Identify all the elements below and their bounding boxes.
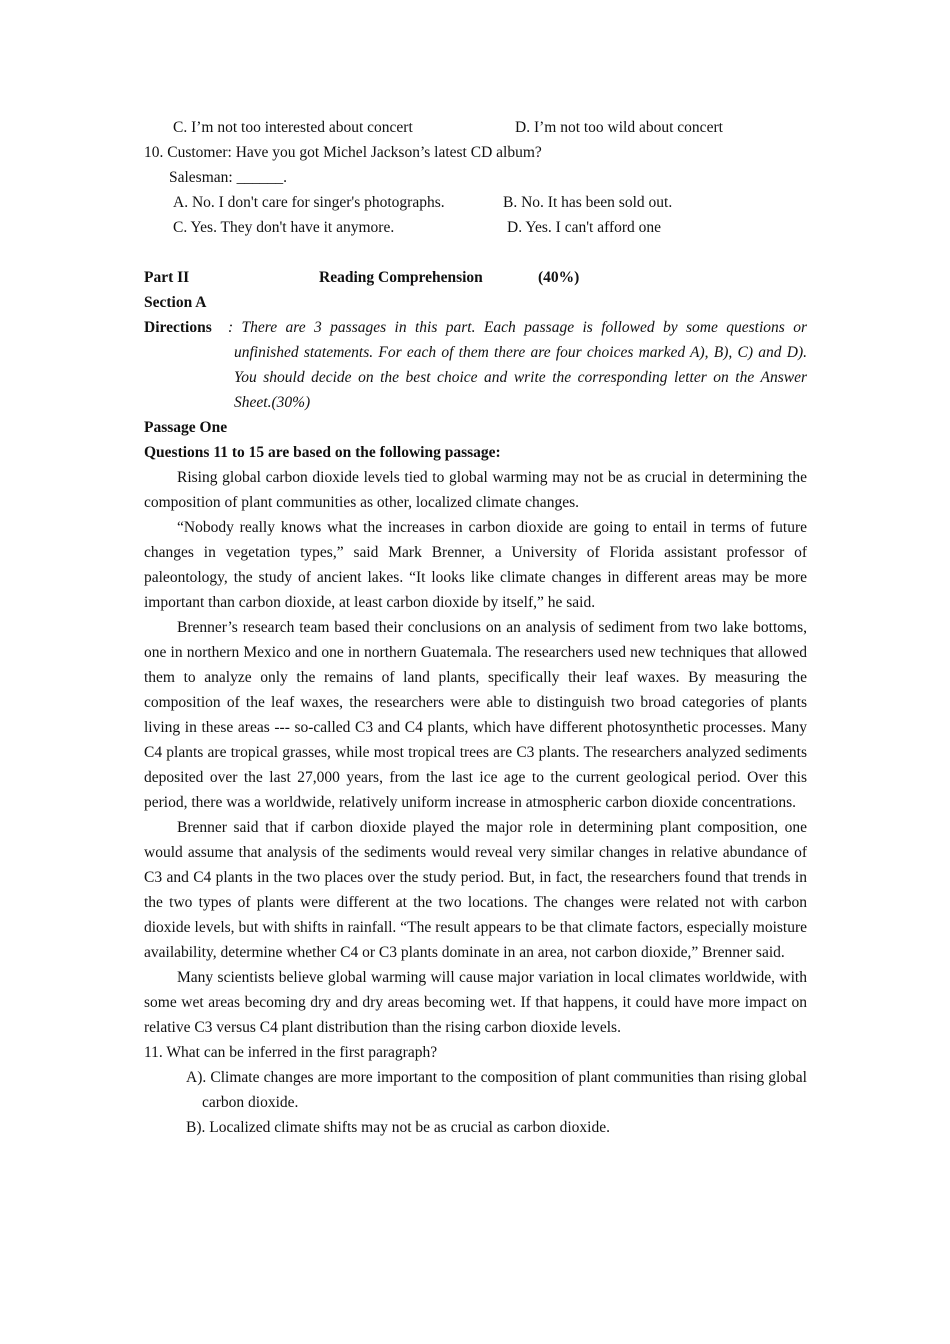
passage-paragraph: Many scientists believe global warming will cause major variation in local climates worldwide, with some wet areas becoming dry and dry areas becoming wet. If that happens, it could have more impact on relative C3 versus C4 plant distribution than the rising carbon dioxide levels.	[144, 969, 807, 1036]
q11-stem: 11. What can be inferred in the first paragraph?	[144, 1044, 438, 1061]
q10-option-b: B. No. It has been sold out.	[503, 194, 673, 211]
section-heading: Section A	[144, 294, 207, 311]
directions	[144, 315, 807, 415]
q11-option-a: A). Climate changes are more important to the composition of plant communities than rising global carbon dioxide.	[186, 1069, 807, 1111]
directions-label: Directions	[144, 319, 212, 336]
part-heading	[144, 265, 807, 290]
q10-option-a: A. No. I don't care for singer's photographs.	[173, 194, 445, 211]
part-weight: (40%)	[538, 269, 580, 286]
passage-intro: Questions 11 to 15 are based on the following passage:	[144, 444, 501, 461]
q10-options-cd	[144, 215, 807, 240]
q10-options-ab	[144, 190, 807, 215]
passage-title: Passage One	[144, 419, 228, 436]
exam-page	[144, 115, 807, 1140]
q9-option-d: D. I’m not too wild about concert	[515, 119, 723, 136]
q9-option-c: C. I’m not too interested about concert	[173, 119, 413, 136]
q10-stem: 10. Customer: Have you got Michel Jackson’s latest CD album?	[144, 144, 542, 161]
q10-option-c: C. Yes. They don't have it anymore.	[173, 219, 395, 236]
passage-paragraph: Brenner’s research team based their conclusions on an analysis of sediment from two lake bottoms, one in northern Mexico and one in northern Guatemala. The researchers used new techniques that allowed them to analyze only the remains of land plants, specifically their leaf waxes. By measuring the composition of the leaf waxes, the researchers were able to distinguish two broad categories of plants living in these areas --- so-called C3 and C4 plants, which have different photosynthetic processes. Many C4 plants are tropical grasses, while most tropical trees are C3 plants. The researchers analyzed sediments deposited over the last 27,000 years, from the last ice age to the current geological period. Over this period, there was a worldwide, relatively uniform increase in atmospheric carbon dioxide concentrations.	[144, 619, 807, 811]
q9-options	[144, 115, 807, 140]
q10-salesman: Salesman: ______.	[169, 169, 287, 186]
passage-paragraph: Rising global carbon dioxide levels tied to global warming may not be as crucial in determining the composition of plant communities as other, localized climate changes.	[144, 469, 807, 511]
directions-text: : There are 3 passages in this part. Each passage is followed by some questions or unfinished statements. For each of them there are four choices marked A), B), C) and D). You should decide on the best choice and write the corresponding letter on the Answer Sheet.(30%)	[228, 319, 807, 411]
passage-paragraph: Brenner said that if carbon dioxide played the major role in determining plant composition, one would assume that analysis of the sediments would reveal very similar changes in relative abundance of C3 and C4 plants in the two places over the study period. But, in fact, the researchers found that trends in the two types of plants were different at the two locations. The changes were related not with carbon dioxide levels, but with shifts in rainfall. “The result appears to be that climate factors, especially moisture availability, determine whether C4 or C3 plants dominate in an area, not carbon dioxide,” Brenner said.	[144, 819, 807, 961]
part-title: Reading Comprehension	[319, 269, 483, 286]
spacer	[144, 240, 807, 265]
q10-option-d: D. Yes. I can't afford one	[507, 219, 662, 236]
passage-paragraph: “Nobody really knows what the increases in carbon dioxide are going to entail in terms of future changes in vegetation types,” said Mark Brenner, a University of Florida assistant professor of paleontology, the study of ancient lakes. “It looks like climate changes in different areas may be more important than carbon dioxide, at least carbon dioxide by itself,” he said.	[144, 519, 807, 611]
part-label: Part II	[144, 269, 190, 286]
q11-option-b: B). Localized climate shifts may not be as crucial as carbon dioxide.	[186, 1119, 610, 1136]
